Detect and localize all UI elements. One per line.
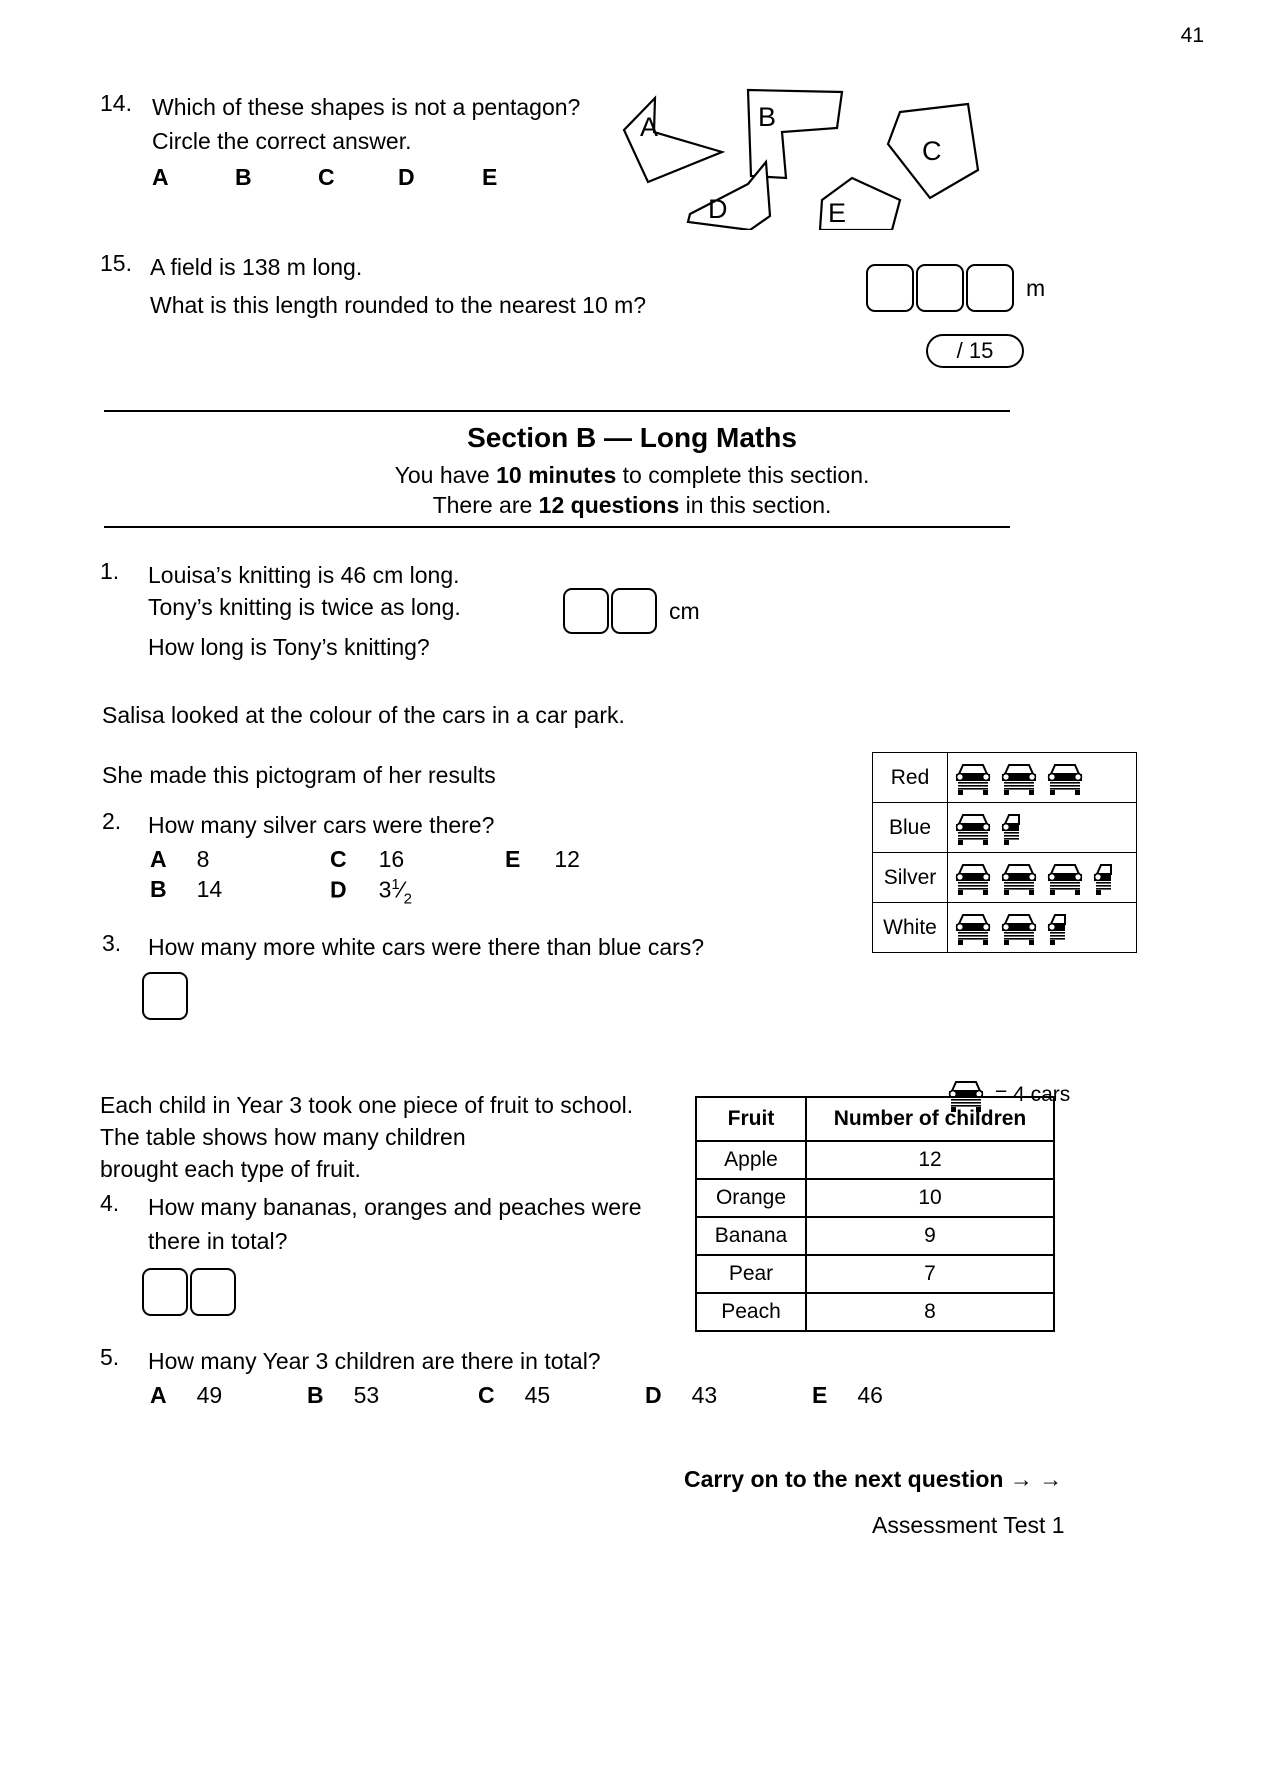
pentagon-shapes-diagram — [600, 70, 1020, 230]
q2-option-d-whole: 3 — [378, 876, 392, 903]
section-title: Section B — Long Maths — [467, 422, 797, 453]
q2-option-e-value: 12 — [554, 846, 580, 872]
question-1-line3: How long is Tony’s knitting? — [148, 634, 430, 660]
fruit-table-header-count: Number of children — [806, 1097, 1054, 1141]
q14-option-e[interactable]: E — [482, 164, 498, 190]
fruit-count-peach: 8 — [806, 1293, 1054, 1331]
question-3-number: 3. — [102, 930, 122, 956]
q15-answer-boxes[interactable] — [866, 264, 1045, 312]
question-3-text: How many more white cars were there than blue cars? — [148, 934, 705, 960]
fruit-count-orange: 10 — [806, 1179, 1054, 1217]
car-icon — [952, 911, 994, 945]
shape-label-a: A — [640, 112, 659, 142]
q2-option-c-letter: C — [330, 846, 347, 872]
q5-option-d-value: 43 — [691, 1382, 718, 1408]
pictogram-cars-white — [948, 903, 1137, 953]
shape-label-c: C — [922, 136, 942, 166]
pictogram-cars-red — [948, 753, 1137, 803]
fruit-table — [695, 1096, 1055, 1332]
table-row — [696, 1141, 1054, 1179]
pictogram-table — [872, 752, 1137, 953]
car-icon — [952, 861, 994, 895]
fruit-name-orange: Orange — [696, 1179, 806, 1217]
q5-option-e-letter: E — [812, 1382, 828, 1408]
shape-label-d: D — [708, 194, 728, 224]
q5-option-a-value: 49 — [196, 1382, 223, 1408]
q2-option-a-value: 8 — [196, 846, 210, 872]
q2-option-e[interactable] — [505, 846, 580, 873]
q2-option-b-letter: B — [150, 876, 167, 902]
table-row — [696, 1217, 1054, 1255]
q2-option-c[interactable] — [330, 846, 404, 873]
section-time-line — [0, 462, 1264, 489]
q5-option-d-letter: D — [645, 1382, 662, 1408]
q5-option-b-value: 53 — [353, 1382, 380, 1408]
question-5-number: 5. — [100, 1344, 120, 1370]
car-icon — [952, 761, 994, 795]
half-car-icon — [1044, 911, 1066, 945]
q5-option-d[interactable] — [645, 1382, 717, 1409]
shape-label-b: B — [758, 102, 777, 132]
carry-on-note: Carry on to the next question → → — [684, 1466, 1063, 1492]
q2-option-e-letter: E — [505, 846, 521, 872]
q2-option-d-denominator: 2 — [403, 890, 412, 908]
fruit-count-pear: 7 — [806, 1255, 1054, 1293]
section-rule-top — [104, 410, 1010, 412]
q2-option-d-value — [378, 876, 412, 908]
fruit-intro-line1: Each child in Year 3 took one piece of fruit to school. — [100, 1092, 634, 1118]
half-car-icon — [1090, 861, 1112, 895]
pictogram-intro-line2: She made this pictogram of her results — [102, 762, 496, 788]
table-row — [696, 1179, 1054, 1217]
question-1-line2: Tony’s knitting is twice as long. — [148, 594, 461, 620]
section-questions-line — [0, 492, 1264, 519]
fruit-name-banana: Banana — [696, 1217, 806, 1255]
q4-answer-boxes[interactable] — [142, 1268, 236, 1316]
answer-box[interactable] — [190, 1268, 236, 1316]
q1-answer-boxes[interactable] — [563, 588, 700, 634]
car-icon — [998, 861, 1040, 895]
answer-box[interactable] — [142, 972, 188, 1020]
q5-option-a-letter: A — [150, 1382, 167, 1408]
fruit-count-apple: 12 — [806, 1141, 1054, 1179]
pictogram-cars-blue — [948, 803, 1137, 853]
pictogram-label-red: Red — [873, 753, 948, 803]
q5-option-c-letter: C — [478, 1382, 495, 1408]
q5-option-c[interactable] — [478, 1382, 550, 1409]
assessment-footer: Assessment Test 1 — [872, 1512, 1065, 1538]
q15-unit-label: m — [1026, 274, 1046, 301]
pictogram-row-white — [873, 903, 1137, 953]
q2-option-b-value: 14 — [196, 876, 223, 902]
section-time-value: 10 minutes — [496, 462, 617, 488]
fruit-name-peach: Peach — [696, 1293, 806, 1331]
fruit-name-pear: Pear — [696, 1255, 806, 1293]
pictogram-label-white: White — [873, 903, 948, 953]
question-15-number: 15. — [100, 250, 132, 276]
q14-option-d[interactable]: D — [398, 164, 415, 190]
fruit-name-apple: Apple — [696, 1141, 806, 1179]
question-4-line1: How many bananas, oranges and peaches were — [148, 1194, 642, 1220]
page-number: 41 — [1180, 24, 1204, 47]
section-rule-bottom — [104, 526, 1010, 528]
fruit-intro-line3: brought each type of fruit. — [100, 1156, 361, 1182]
q5-option-b[interactable] — [307, 1382, 379, 1409]
q5-option-c-value: 45 — [524, 1382, 551, 1408]
section-time-pre: You have — [394, 462, 497, 488]
car-icon — [998, 911, 1040, 945]
table-row — [696, 1255, 1054, 1293]
q2-option-a-letter: A — [150, 846, 167, 872]
q2-option-c-value: 16 — [378, 846, 405, 872]
shape-a-outline — [624, 98, 722, 182]
q14-option-a[interactable]: A — [152, 164, 169, 190]
q2-option-d-fraction: $3^1⁄_2$ — [378, 876, 412, 908]
pictogram-label-silver: Silver — [873, 853, 948, 903]
pictogram-key-label: = 4 cars — [995, 1083, 1071, 1106]
fruit-table-header-fruit: Fruit — [696, 1097, 806, 1141]
q3-answer-boxes[interactable] — [142, 972, 188, 1020]
question-14-line2: Circle the correct answer. — [152, 128, 412, 154]
answer-box[interactable] — [966, 264, 1014, 312]
q15-mark-total: / 15 — [926, 334, 1024, 368]
pictogram-row-blue — [873, 803, 1137, 853]
q2-option-b[interactable] — [150, 876, 222, 903]
question-14-line1: Which of these shapes is not a pentagon? — [152, 94, 581, 120]
answer-box[interactable] — [563, 588, 609, 634]
question-5-text: How many Year 3 children are there in total? — [148, 1348, 601, 1374]
section-questions-value: 12 questions — [538, 492, 680, 518]
half-car-icon — [998, 811, 1020, 845]
question-4-number: 4. — [100, 1190, 120, 1216]
answer-box[interactable] — [611, 588, 657, 634]
car-icon — [1044, 861, 1086, 895]
fruit-intro-line2: The table shows how many children — [100, 1124, 466, 1150]
answer-box[interactable] — [866, 264, 914, 312]
q5-option-b-letter: B — [307, 1382, 324, 1408]
q14-option-c[interactable]: C — [318, 164, 335, 190]
q2-option-a[interactable] — [150, 846, 209, 873]
shape-label-e: E — [828, 198, 847, 228]
q2-option-d-letter: D — [330, 876, 347, 903]
q5-option-e-value: 46 — [857, 1382, 883, 1408]
q1-unit-label: cm — [669, 597, 700, 624]
pictogram-intro-line1: Salisa looked at the colour of the cars in a car park. — [102, 702, 625, 728]
question-1-line1: Louisa’s knitting is 46 cm long. — [148, 562, 460, 588]
fruit-count-banana: 9 — [806, 1217, 1054, 1255]
q2-option-d-numerator: 1 — [391, 876, 400, 893]
answer-box[interactable] — [916, 264, 964, 312]
answer-box[interactable] — [142, 1268, 188, 1316]
q14-option-b[interactable]: B — [235, 164, 252, 190]
car-icon — [1044, 761, 1086, 795]
car-icon — [952, 811, 994, 845]
car-icon — [998, 761, 1040, 795]
shape-d-outline — [688, 162, 770, 230]
q5-option-a[interactable] — [150, 1382, 222, 1409]
fruit-table-header-row — [696, 1097, 1054, 1141]
question-14-number: 14. — [100, 90, 132, 116]
q5-option-e[interactable] — [812, 1382, 883, 1409]
question-4-line2: there in total? — [148, 1228, 288, 1254]
section-time-post: to complete this section. — [616, 462, 870, 488]
question-1-number: 1. — [100, 558, 120, 584]
question-15-line1: A field is 138 m long. — [150, 254, 363, 280]
question-15-line2: What is this length rounded to the nearest 10 m? — [150, 292, 647, 318]
pictogram-row-red — [873, 753, 1137, 803]
pictogram-label-blue: Blue — [873, 803, 948, 853]
table-row — [696, 1293, 1054, 1331]
section-questions-pre: There are — [432, 492, 539, 518]
section-questions-post: in this section. — [679, 492, 832, 518]
question-2-text: How many silver cars were there? — [148, 812, 495, 838]
q2-option-d[interactable] — [330, 876, 412, 907]
pictogram-row-silver — [873, 853, 1137, 903]
question-2-number: 2. — [102, 808, 122, 834]
pictogram-cars-silver — [948, 853, 1137, 903]
